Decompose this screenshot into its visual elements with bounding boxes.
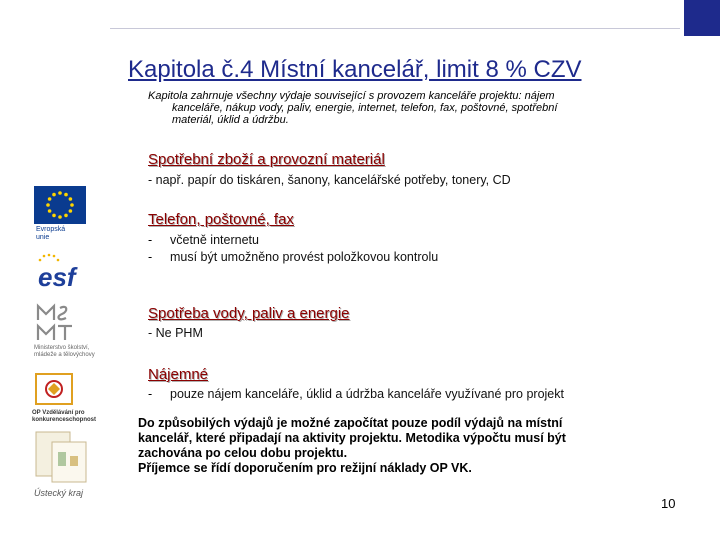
bullet-dash: - (148, 387, 153, 401)
op-vk-logo-text: OP Vzdělávání pro konkurenceschopnost (32, 410, 97, 423)
intro-text (148, 90, 648, 126)
heading-spotrebni-zbozi: Spotřební zboží a provozní materiál (148, 151, 385, 168)
eu-logo-text (36, 226, 65, 242)
heading-najemne: Nájemné (148, 366, 209, 383)
eu-flag-icon (34, 186, 86, 224)
heading-telefon: Telefon, poštovné, fax (148, 211, 294, 228)
msmt-logo-icon (34, 302, 94, 342)
msmt-logo-text: Ministerstvo školství, mládeže a tělovýchovy (34, 345, 95, 358)
page-title: Kapitola č.4 Místní kancelář, limit 8 % CZV (128, 56, 582, 83)
closing-line-2: kancelář, které připadají na aktivity projektu. Metodika výpočtu musí být (138, 431, 566, 445)
intro-line-1: Kapitola zahrnuje všechny výdaje související s provozem kanceláře projektu: nájem (148, 90, 555, 102)
intro-line-2: kanceláře, nákup vody, paliv, energie, internet, telefon, fax, poštovné, spotřební (172, 102, 558, 114)
esf-logo-icon (36, 252, 96, 292)
section-2-line-2: musí být umožněno provést položkovou kontrolu (170, 250, 439, 264)
op-vk-logo-icon (34, 372, 74, 406)
ustecky-kraj-logo-icon (32, 428, 92, 486)
section-1-line-1: - např. papír do tiskáren, šanony, kancelářské potřeby, tonery, CD (148, 173, 511, 187)
bullet-dash: - (148, 250, 153, 264)
heading-spotreba-vody: Spotřeba vody, paliv a energie (148, 305, 350, 322)
intro-line-3: materiál, úklid a údržbu. (172, 114, 289, 126)
esf-logo-text: esf (38, 262, 76, 292)
title-rule (110, 28, 680, 29)
section-3-line-1: - Ne PHM (148, 326, 203, 340)
eu-text-line-2: unie (36, 234, 50, 241)
closing-line-1: Do způsobilých výdajů je možné započítat pouze podíl výdajů na místní (138, 416, 563, 430)
corner-square (684, 0, 720, 36)
closing-line-4: Příjemce se řídí doporučením pro režijní náklady OP VK. (138, 461, 472, 475)
ustecky-kraj-logo-text: Ústecký kraj (34, 488, 84, 498)
section-2-line-1: včetně internetu (170, 233, 259, 247)
section-4-line-1: pouze nájem kanceláře, úklid a údržba kanceláře využívané pro projekt (170, 387, 564, 401)
eu-text-line-1: Evropská (36, 226, 66, 233)
closing-line-3: zachována po celou dobu projektu. (138, 446, 348, 460)
bullet-dash: - (148, 233, 153, 247)
closing-paragraph (138, 416, 638, 476)
page-number: 10 (661, 496, 676, 511)
